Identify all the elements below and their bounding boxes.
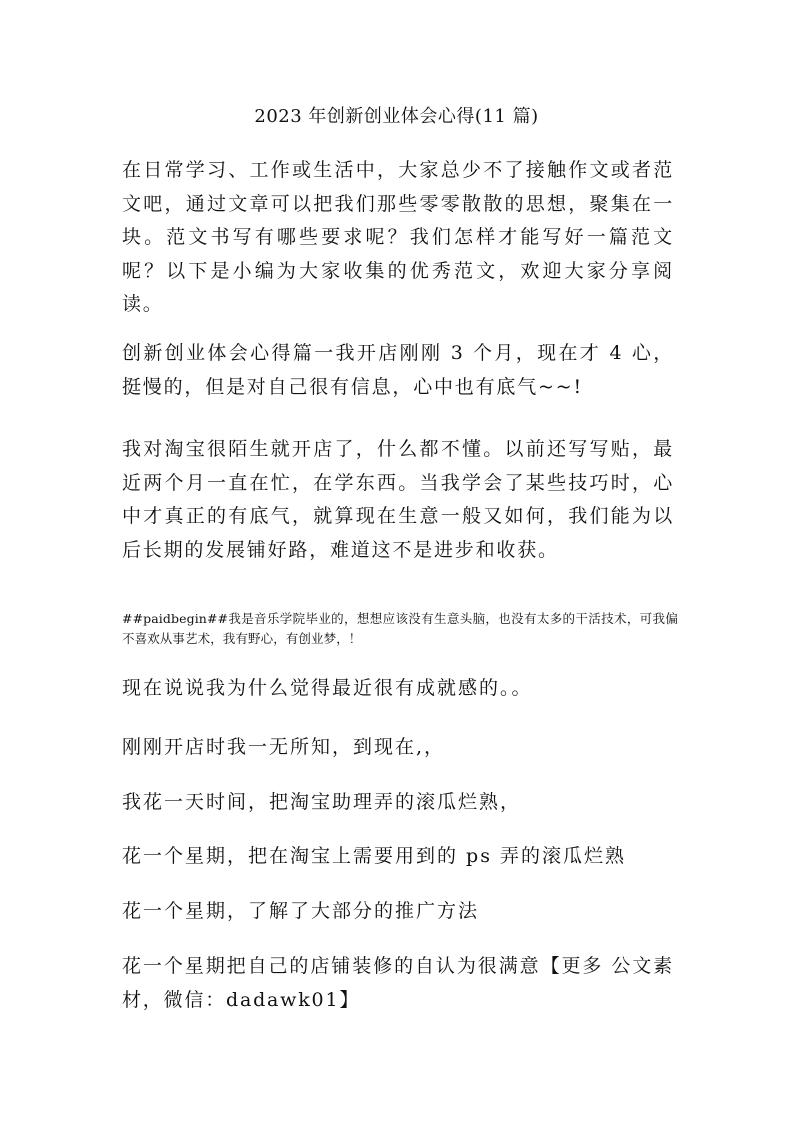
line-3: 我花一天时间，把淘宝助理弄的滚瓜烂熟， xyxy=(122,791,522,813)
intro-paragraph: 在日常学习、工作或生活中，大家总少不了接触作文或者范文吧，通过文章可以把我们那些零零散散的思想，聚集在一块。范文书写有哪些要求呢？我们怎样才能写好一篇范文呢？以下是小编为大家收集的优秀范文，欢迎大家分享阅读。 xyxy=(122,159,674,315)
paragraph-1: 创新创业体会心得篇一我开店刚刚 3 个月，现在才 4 心，挺慢的，但是对自己很有信息，心中也有底气~~! xyxy=(122,342,674,398)
paid-note-paragraph: ##paidbegin##我是音乐学院毕业的，想想应该没有生意头脑，也没有太多的干活技术，可我偏不喜欢从事艺术，我有野心，有创业梦，！ xyxy=(122,611,678,646)
paragraph-2: 我对淘宝很陌生就开店了，什么都不懂。以前还写写贴，最近两个月一直在忙，在学东西。当我学会了某些技巧时，心中才真正的有底气，就算现在生意一般又如何，我们能为以后长期的发展铺好路，难道这不是进步和收获。 xyxy=(122,438,674,561)
line-5: 花一个星期，了解了大部分的推广方法 xyxy=(122,900,480,922)
line-1: 现在说说我为什么觉得最近很有成就感的。。 xyxy=(122,677,533,699)
document-title: 2023 年创新创业体会心得(11 篇) xyxy=(254,106,539,127)
line-4: 花一个星期，把在淘宝上需要用到的 ps 弄的滚瓜烂熟 xyxy=(122,845,626,867)
line-2: 刚刚开店时我一无所知，到现在,， xyxy=(122,736,446,758)
last-paragraph: 花一个星期把自己的店铺装修的自认为很满意【更多 公文素材，微信：dadawk01】 xyxy=(122,955,674,1011)
